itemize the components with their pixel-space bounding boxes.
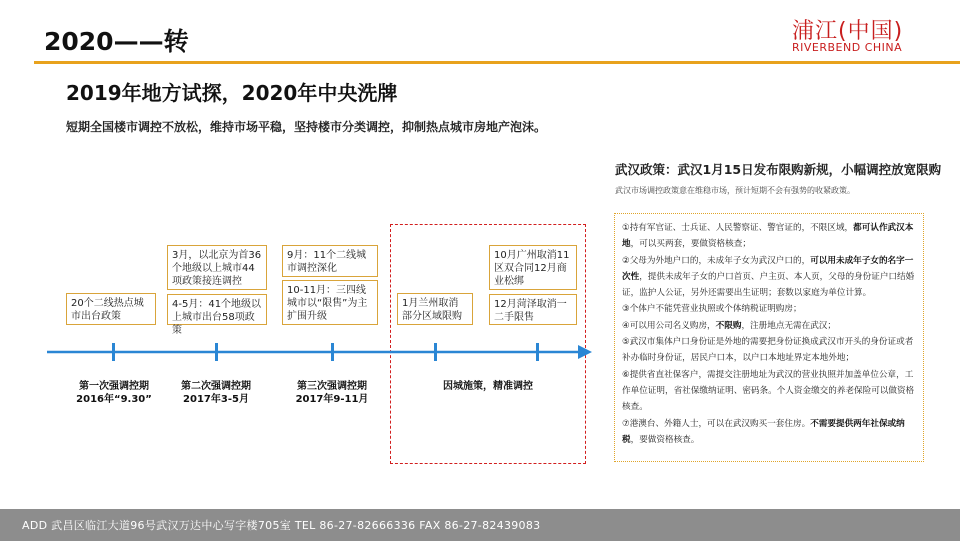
page-subheading: 短期全国楼市调控不放松，维持市场平稳，坚持楼市分类调控，抑制热点城市房地产泡沫。 [66,120,547,134]
timeline-box-guangzhou: 10月广州取消11区双合同12月商业松绑 [489,245,577,290]
period-name: 第三次强调控期 [297,381,367,392]
period-name: 因城施策，精准调控 [443,381,533,392]
period-date: 2017年3-5月 [183,394,249,405]
period-name: 第一次强调控期 [79,381,149,392]
timeline-tick-1 [112,343,115,361]
period-label-4 [410,380,566,393]
timeline-box-2017-oct-nov: 10-11月：三四线城市以“限售”为主扩围升级 [282,280,378,325]
timeline-box-2016-policy: 20个二线热点城市出台政策 [66,293,156,325]
policy-item-4: ④可以用公司名义购房，不限购，注册地点无需在武汉； [622,320,836,331]
timeline-tick-4 [434,343,437,361]
logo-chinese: 浦江(中国) [792,19,904,44]
period-label-1 [64,380,164,406]
header-divider [34,61,960,64]
company-logo [792,14,932,54]
policy-item-2: ②父母为外地户口的，未成年子女为武汉户口的，可以用未成年子女的名字一次性，提供未成年子女的户口首页、户主页、本人页，父母的身份证户口结婚证，监护人公证，另外还需要出生证明；套数以家庭为单位计算。 [622,255,915,299]
period-name: 第二次强调控期 [181,381,251,392]
policy-item-5: ⑤武汉市集体户口身份证是外地的需要把身份证换成武汉市开头的身份证或者补办临时身份证，居民户口本，以户口本地址界定本地外地； [622,337,914,364]
timeline-arrow [47,340,592,368]
header-title: 2020——转 [44,27,189,56]
period-date: 2016年“9.30” [76,394,152,405]
timeline-box-2017-sept: 9月：11个二线城市调控深化 [282,245,378,277]
footer-contact: ADD 武昌区临江大道96号武汉万达中心写字楼705室 TEL 86-27-82666336 FAX 86-27-82439083 [22,519,541,532]
policy-item-1: ①持有军官证、士兵证、人民警察证、警官证的，不限区域，都可认作武汉本地，可以买两套，要做资格核查； [622,223,914,250]
timeline-box-heze: 12月菏泽取消一二手限售 [489,294,577,325]
logo-english: RIVERBEND CHINA [792,41,903,54]
timeline-tick-2 [215,343,218,361]
timeline-box-lanzhou: 1月兰州取消部分区域限购 [397,293,473,325]
period-label-2 [166,380,266,406]
period-date: 2017年9-11月 [295,394,369,405]
timeline-box-2017-march: 3月，以北京为首36个地级以上城市44项政策接连调控 [167,245,267,290]
policy-item-3: ③个体户不能凭营业执照或个体纳税证明购房； [622,304,802,315]
wuhan-policy-title: 武汉政策：武汉1月15日发布限购新规，小幅调控放宽限购 [615,162,942,177]
policy-item-6: ⑥提供省直社保客户，需提交注册地址为武汉的营业执照并加盖单位公章，工作单位证明，省社保缴纳证明、密码条。个人资金缴交的养老保险可以做资格核查。 [622,369,915,413]
timeline-box-2017-april-may: 4-5月：41个地级以上城市出台58项政策 [167,294,267,325]
footer-bar [0,509,960,541]
timeline-tick-5 [536,343,539,361]
wuhan-policy-list [614,213,924,462]
period-label-3 [282,380,382,406]
timeline-tick-3 [331,343,334,361]
wuhan-policy-desc: 武汉市场调控政策意在维稳市场，预计短期不会有强势的收紧政策。 [615,186,855,195]
page-heading: 2019年地方试探，2020年中央洗牌 [66,81,398,105]
policy-item-7: ⑦港澳台、外籍人士，可以在武汉购买一套住房。不需要提供两年社保或纳税，要做资格核查。 [622,418,905,445]
